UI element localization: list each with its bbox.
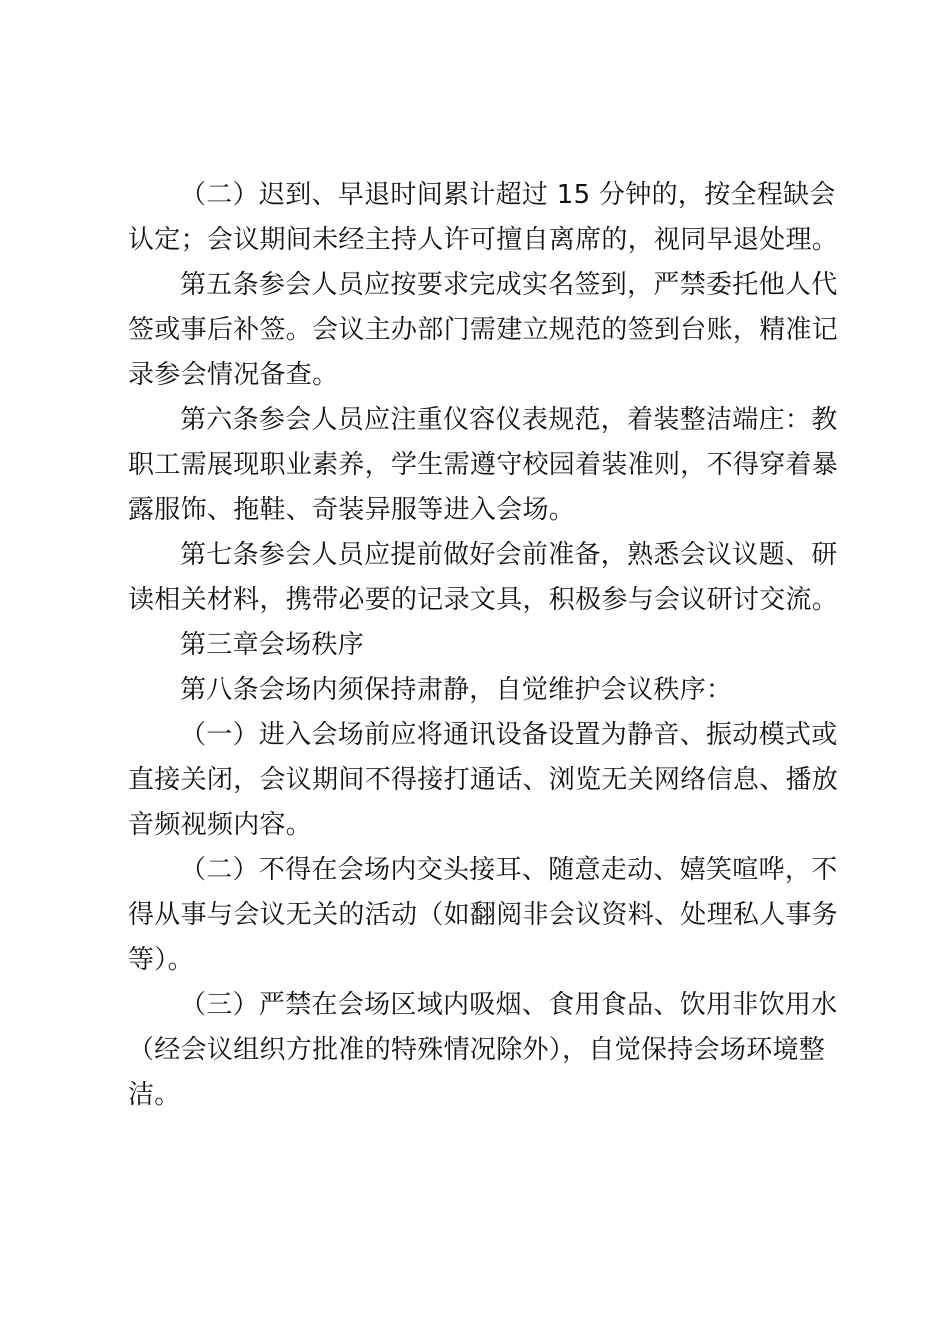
text-line: 直接关闭，会议期间不得接打通话、浏览无关网络信息、播放 [128,765,839,795]
paragraph-article-7 [128,533,838,623]
paragraph-late-arrival [128,173,838,263]
text-line: 第五条参会人员应按要求完成实名签到，严禁委托他人代 [180,270,838,300]
text-line: 第八条会场内须保持肃静，自觉维护会议秩序： [180,675,733,705]
document-body [128,173,838,1118]
text-line: 认定；会议期间未经主持人许可擅自离席的，视同早退处理。 [128,225,839,255]
text-line: 得从事与会议无关的活动（如翻阅非会议资料、处理私人事务 [128,900,839,930]
text-line: 露服饰、拖鞋、奇装异服等进入会场。 [128,495,576,525]
chapter-title: 第三章会场秩序 [180,630,365,660]
text-line: （一）进入会场前应将通讯设备设置为静音、振动模式或 [180,720,838,750]
paragraph-item-2 [128,848,838,983]
chapter-heading [128,623,838,668]
text-line: （经会议组织方批准的特殊情况除外），自觉保持会场环境整 [128,1035,826,1065]
text-line: （二）不得在会场内交头接耳、随意走动、嬉笑喧哗，不 [180,855,838,885]
text-line: 职工需展现职业素养，学生需遵守校园着装准则，不得穿着暴 [128,450,839,480]
text-line: 读相关材料，携带必要的记录文具，积极参与会议研讨交流。 [128,585,839,615]
text-line: 等）。 [128,945,194,975]
text-line: （二）迟到、早退时间累计超过 15 分钟的，按全程缺会 [180,180,836,210]
paragraph-item-1 [128,713,838,848]
text-line: （三）严禁在会场区域内吸烟、食用食品、饮用非饮用水 [180,990,838,1020]
paragraph-item-3 [128,983,838,1118]
text-line: 录参会情况备查。 [128,360,339,390]
paragraph-article-8 [128,668,838,713]
text-line: 音频视频内容。 [128,810,313,840]
paragraph-article-5 [128,263,838,398]
text-line: 洁。 [128,1080,181,1110]
paragraph-article-6 [128,398,838,533]
text-line: 签或事后补签。会议主办部门需建立规范的签到台账，精准记 [128,315,839,345]
text-line: 第七条参会人员应提前做好会前准备，熟悉会议议题、研 [180,540,838,570]
text-line: 第六条参会人员应注重仪容仪表规范，着装整洁端庄：教 [180,405,838,435]
